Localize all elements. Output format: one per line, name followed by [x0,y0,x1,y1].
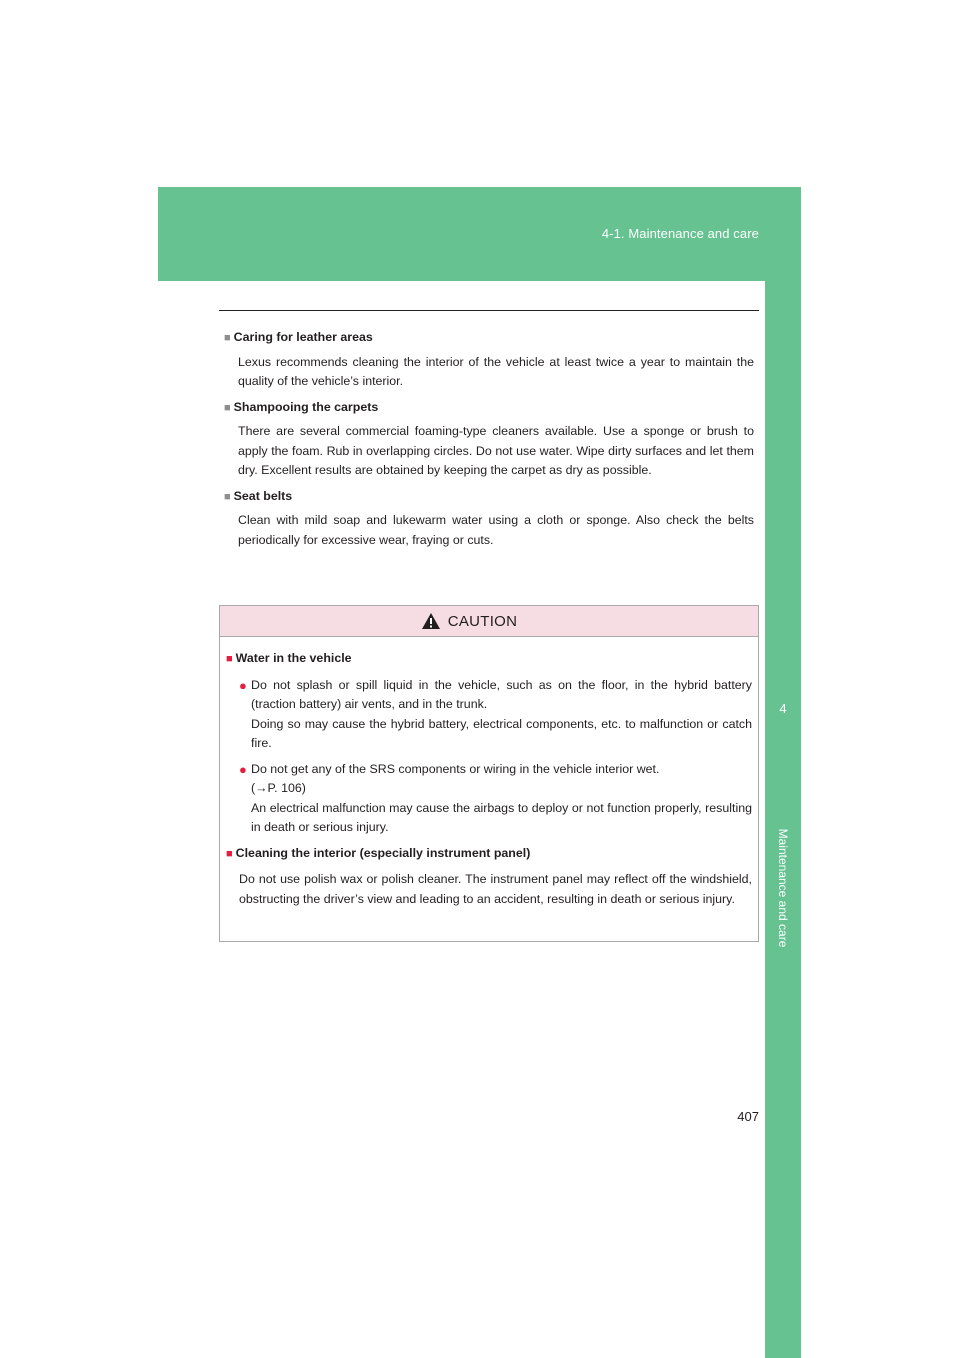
page-number: 407 [737,1109,759,1124]
dot-bullet-icon: ● [239,761,247,777]
chapter-label: Maintenance and care [776,828,790,948]
caution-body [220,637,758,909]
square-bullet-icon: ■ [226,847,233,860]
top-rule [219,310,759,311]
dot-bullet-icon: ● [239,677,247,693]
bullet-text: Do not get any of the SRS components or wiring in the vehicle interior wet. [251,761,660,776]
caution-box [219,605,759,942]
item-body: There are several commercial foaming-type cleaners available. Use a sponge or brush to apply the foam. Rub in overlapping circles. Do not use water. Wipe dirty surfaces and let them dry. Excellent results are obtained by keeping the carpet as dry as possible. [238,424,754,477]
item-heading: ■ Seat belts [224,488,293,503]
main-content [224,328,754,556]
bullet-text: Do not splash or spill liquid in the vehicle, such as on the floor, in the hybrid battery (traction battery) air vents, and in the trunk. [251,677,752,711]
bullet-text: An electrical malfunction may cause the airbags to deploy or not function properly, resulting in death or serious injury. [251,800,752,834]
section-title: 4-1. Maintenance and care [601,226,759,241]
chapter-number: 4 [779,701,787,716]
item-heading: ■ Caring for leather areas [224,330,373,344]
caution-header [220,606,758,637]
chapter-label-wrap [765,828,801,948]
item-body: Clean with mild soap and lukewarm water using a cloth or sponge. Also check the belts periodically for excessive wear, fraying or cuts. [238,513,754,547]
warning-triangle-icon [421,612,441,630]
square-bullet-icon: ■ [226,653,233,665]
caution-label: CAUTION [447,612,518,630]
item-heading: ■ Shampooing the carpets [224,399,379,414]
chapter-side-tab [765,281,801,1358]
caution-text: Do not use polish wax or polish cleaner. The instrument panel may reflect off the windshield, obstructing the driver’s view and leading to an accident, resulting in death or serious injury. [239,872,752,906]
square-bullet-icon: ■ [224,401,231,414]
item-body: Lexus recommends cleaning the interior of the vehicle at least twice a year to maintain the quality of the vehicle’s interior. [238,354,754,388]
page-reference[interactable]: (→P. 106) [251,781,306,795]
caution-bullet [239,760,752,838]
caution-heading: ■ Cleaning the interior (especially instrument panel) [226,845,531,860]
caution-bullet [239,676,752,754]
caution-heading: ■ Water in the vehicle [226,651,352,665]
bullet-text: Doing so may cause the hybrid battery, electrical components, etc. to malfunction or catch fire. [251,716,752,750]
square-bullet-icon: ■ [224,332,231,344]
square-bullet-icon: ■ [224,490,231,503]
